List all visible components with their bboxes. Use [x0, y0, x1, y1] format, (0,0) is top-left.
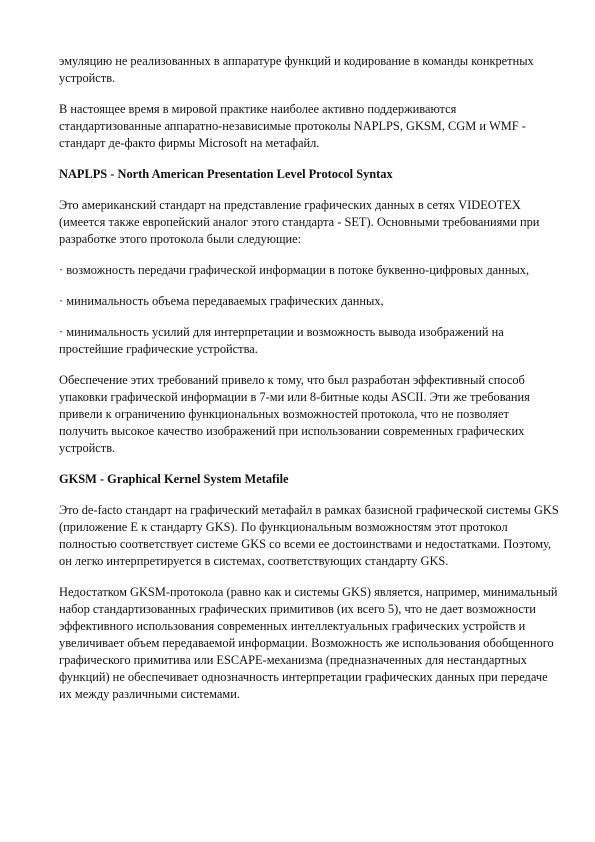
paragraph-naplps-result: Обеспечение этих требований привело к тому, что был разработан эффективный способ упаковки графической информации в 7-ми или 8-битные коды ASCII. Эти же требования привели к ограничению функциональных возможностей протокола, что не позволяет получить высокое качество изображений при использовании современных графических устройств. — [59, 373, 530, 455]
paragraph-naplps-description: Это американский стандарт на представление графических данных в сетях VIDEOTEX (имеется также европейский аналог этого стандарта - SET). Основными требованиями при разработке этого протокола были следующие: — [59, 198, 540, 246]
heading-naplps: NAPLPS - North American Presentation Level Protocol Syntax — [59, 167, 393, 181]
paragraph-gksm-description: Это de-facto стандарт на графический метафайл в рамках базисной графической системы GKS (приложение E к стандарту GKS). По функциональным возможностям этот протокол полностью соответствует системе GKS со всеми ее достоинствами и недостатками. Поэтому, он легко интерпретируется в системах, соответствующих стандарту GKS. — [59, 503, 559, 568]
paragraph-protocols-intro: В настоящее время в мировой практике наиболее активно поддерживаются стандартизованные аппаратно-независимые протоколы NAPLPS, GKSM, CGM и WMF - стандарт де-факто фирмы Microsoft на метафайл. — [59, 102, 526, 150]
heading-gksm: GKSM - Graphical Kernel System Metafile — [59, 472, 289, 486]
bullet-item: · минимальность усилий для интерпретации и возможность вывода изображений на простейшие графические устройства. — [59, 324, 559, 358]
paragraph-continuation: эмуляцию не реализованных в аппаратуре функций и кодирование в команды конкретных устройств. — [59, 54, 534, 85]
paragraph-gksm-drawbacks: Недостатком GKSM-протокола (равно как и системы GKS) является, например, минимальный набор стандартизованных графических примитивов (их всего 5), что не дает возможности эффективного использования современных интеллектуальных графических устройств и увеличивает объем передаваемой информации. Возможность же использования обобщенного графического примитива или ESCAPE-механизма (предназначенных для нестандартных функций) не обеспечивает однозначность интерпретации графических данных при передаче их между различными системами. — [59, 585, 558, 701]
bullet-item: · минимальность объема передаваемых графических данных, — [59, 293, 559, 310]
document-page — [59, 53, 559, 717]
bullet-item: · возможность передачи графической информации в потоке буквенно-цифровых данных, — [59, 262, 559, 279]
